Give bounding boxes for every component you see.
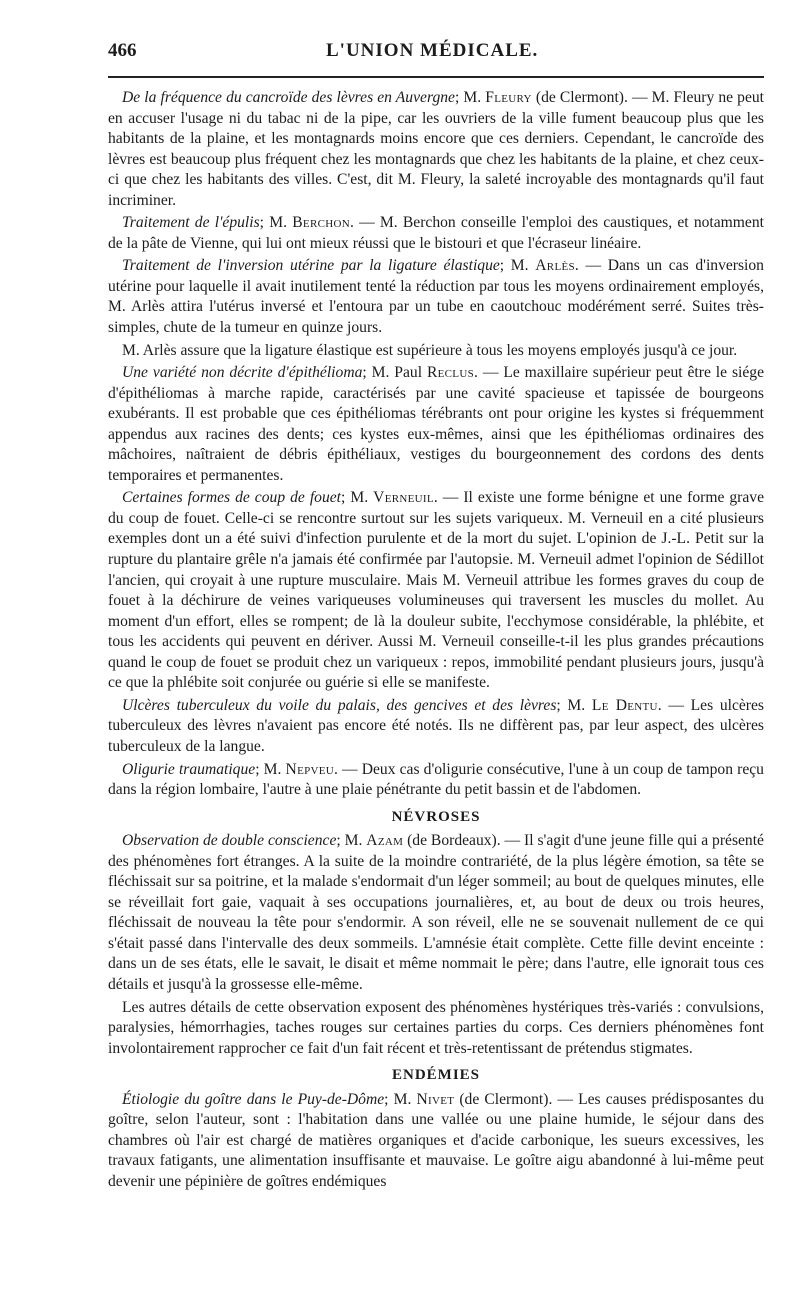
- section-heading-endemies: ENDÉMIES: [391, 1067, 481, 1084]
- paragraph-text: Les autres détails de cette observation exposent des phénomènes hystériques très-variés : convulsions, paralysies, hémorrhagies, taches rouges sur certaines parties du corps. Ces derniers phénomènes font involontairement rapprocher ce fait d'un fait récent et très-retentissant de prétendus stigmates.: [108, 998, 764, 1057]
- page-number: 466: [108, 40, 137, 61]
- paragraph-title: Étiologie du goître dans le Puy-de-Dôme: [122, 1090, 385, 1108]
- author-name: Le Dentu: [591, 696, 658, 714]
- paragraph-title: Traitement de l'inversion utérine par la ligature élastique: [122, 257, 500, 275]
- author-name: Nepveu: [285, 760, 335, 778]
- author-name: Arlès: [535, 257, 575, 275]
- paragraph-title: Certaines formes de coup de fouet: [122, 489, 342, 507]
- paragraph-goitre: [108, 1090, 764, 1193]
- author-name: Verneuil: [373, 489, 434, 507]
- paragraph-title: Ulcères tuberculeux du voile du palais, des gencives et des lèvres: [122, 696, 557, 714]
- paragraph-autres-details: [108, 998, 764, 1060]
- paragraph-text: (de Clermont). — M. Fleury ne peut en accuser l'usage ni du tabac ni de la pipe, car les ouvriers de la ville fument beaucoup plus que les habitants de la plaine, et les montagnards moins encore que ces derniers. Cependant, le cancroïde des lèvres est beaucoup plus fréquent chez les montagnards que chez les habitants de la plaine, et chez ceux-ci que chez les habitants des villes. C'est, dit M. Fleury, la saleté incroyable des montagnards qu'il faut incriminer.: [108, 89, 764, 209]
- paragraph-title: Traitement de l'épulis: [122, 214, 260, 232]
- author-name: Berchon: [292, 214, 350, 232]
- paragraph-text: (de Bordeaux). — Il s'agit d'une jeune fille qui a présenté des phénomènes fort étranges. A la suite de la moindre contrariété, de la plus légère émotion, sa tête se fléchissait sur sa poitrine, et la malade s'endormait d'un léger sommeil; au bout de quelques minutes, elle se réveillait fort gaie, vaquait à ses occupations journalières, et, au bout de deux ou trois heures, fléchissait de nouveau la tête pour s'endormir. A son réveil, elle ne se souvenait nullement de ce qui s'était passé dans l'intervalle des deux sommeils. L'amnésie était complète. Cette fille devint enceinte : dans un de ses états, elle le savait, le disait et même nommait le père; dans l'autre, elle ignorait tous ces détails et jusqu'à la grossesse elle-même.: [108, 832, 764, 993]
- paragraph-text: . — Deux cas d'oligurie consécutive, l'une à un coup de tampon reçu dans la région lombaire, l'autre à une plaie pénétrante du petit bassin et de l'abdomen.: [108, 760, 764, 799]
- paragraph-ulceres: [108, 696, 764, 758]
- paragraph-sep: ; M.: [336, 832, 367, 850]
- paragraph-title: Oligurie traumatique: [122, 760, 256, 778]
- paragraph-sep: ; M. Paul: [362, 364, 427, 382]
- page-header: [108, 40, 764, 70]
- author-name: Reclus: [426, 364, 474, 382]
- header-rule: [108, 76, 764, 78]
- paragraph-sep: ; M.: [341, 489, 374, 507]
- body-text: [108, 88, 764, 1192]
- author-name: Nivet: [416, 1090, 455, 1108]
- running-head: L'UNION MÉDICALE.: [326, 40, 539, 61]
- paragraph-title: De la fréquence du cancroïde des lèvres en Auvergne: [122, 89, 455, 106]
- paragraph-text: (de Clermont). — Les causes prédisposantes du goître, selon l'auteur, sont : l'habitation dans une vallée ou une plaine humide, le séjour dans des chambres où l'air est chargé de matières organiques et d'acide carbonique, les sueurs excessives, les travaux fatigants, une alimentation insuffisante et mauvaise. Le goître aigu abandonné à lui-même peut devenir une pépinière de goîtres endémiques: [108, 1090, 764, 1190]
- paragraph-epithelioma: [108, 363, 764, 486]
- paragraph-sep: ; M.: [499, 257, 536, 275]
- paragraph-epulis: [108, 213, 764, 254]
- paragraph-text: . — M. Berchon conseille l'emploi des caustiques, et notamment de la pâte de Vienne, qui lui ont mieux réussi que le bistouri et que l'écraseur linéaire.: [108, 214, 764, 252]
- paragraph-sep: ; M.: [454, 89, 486, 106]
- paragraph-title: Observation de double conscience: [122, 832, 337, 850]
- paragraph-cancroide: [108, 88, 764, 211]
- paragraph-text: . — Dans un cas d'inversion utérine pour laquelle il avait inutilement tenté la réduction par tous les moyens ordinairement employés, M. Arlès attira l'utérus inversé et l'entoura par un tube en caoutchouc modérément serré. Suites très-simples, chute de la tumeur en quinze jours.: [108, 257, 764, 337]
- paragraph-oligurie: [108, 760, 764, 801]
- paragraph-text: M. Arlès assure que la ligature élastique est supérieure à tous les moyens employés jusqu'à ce jour.: [122, 341, 738, 359]
- paragraph-title: Une variété non décrite d'épithélioma: [122, 364, 363, 382]
- paragraph-text: . — Le maxillaire supérieur peut être le siége d'épithéliomas à marche rapide, caractérisés par une cavité spacieuse et tapissée de bourgeons exubérants. Il est probable que ces épithéliomas térébrants ont pour origine les kystes si fréquemment appendus aux racines des dents; ces kystes eux-mêmes, ainsi que les épithéliomas ordinaires des mâchoires, naîtraient de débris épithéliaux, vestiges du bourgeonnement des cordons des dents temporaires et permanentes.: [108, 364, 765, 484]
- author-name: Azam: [366, 832, 404, 850]
- paragraph-sep: ; M.: [255, 760, 286, 778]
- paragraph-inversion-uterine: [108, 256, 764, 338]
- paragraph-double-conscience: [108, 831, 764, 995]
- paragraph-sep: ; M.: [259, 214, 293, 232]
- paragraph-text: . — Les ulcères tuberculeux des lèvres n'avaient pas encore été notés. Ils ne diffèrent pas, par leur aspect, des ulcères tuberculeux de la langue.: [108, 696, 764, 755]
- paragraph-sep: ; M.: [556, 696, 592, 714]
- paragraph-coup-de-fouet: [108, 488, 764, 693]
- author-name: Fleury: [485, 89, 532, 106]
- paragraph-text: . — Il existe une forme bénigne et une forme grave du coup de fouet. Celle-ci se rencontre surtout sur les sujets variqueux. M. Verneuil en a cité plusieurs exemples dont un a été suivi d'infection purulente et de la mort du sujet. L'opinion de J.-L. Petit sur la rupture du plantaire grêle n'a jamais été confirmée par l'autopsie. M. Verneuil admet l'opinion de Sédillot l'ancien, qui croyait à une rupture musculaire. Mais M. Verneuil attribue les formes graves du coup de fouet à la déchirure de veines variqueuses volumineuses qui traversent les muscles du mollet. Au moment d'un effort, elles se rompent; de là la douleur subite, l'ecchymose considérable, la phlébite, et tous les accidents qui peuvent en dériver. Aussi M. Verneuil conseille-t-il les plus grandes précautions quand le coup de fouet se produit chez un variqueux : repos, immobilité pendant plusieurs jours, jusqu'à ce que la phlébite soit conjurée ou guérie si elle se manifeste.: [108, 489, 764, 692]
- section-heading-nevroses: NÉVROSES: [391, 808, 481, 825]
- paragraph-sep: ; M.: [384, 1090, 417, 1108]
- paragraph-arles-ligature: [108, 341, 764, 362]
